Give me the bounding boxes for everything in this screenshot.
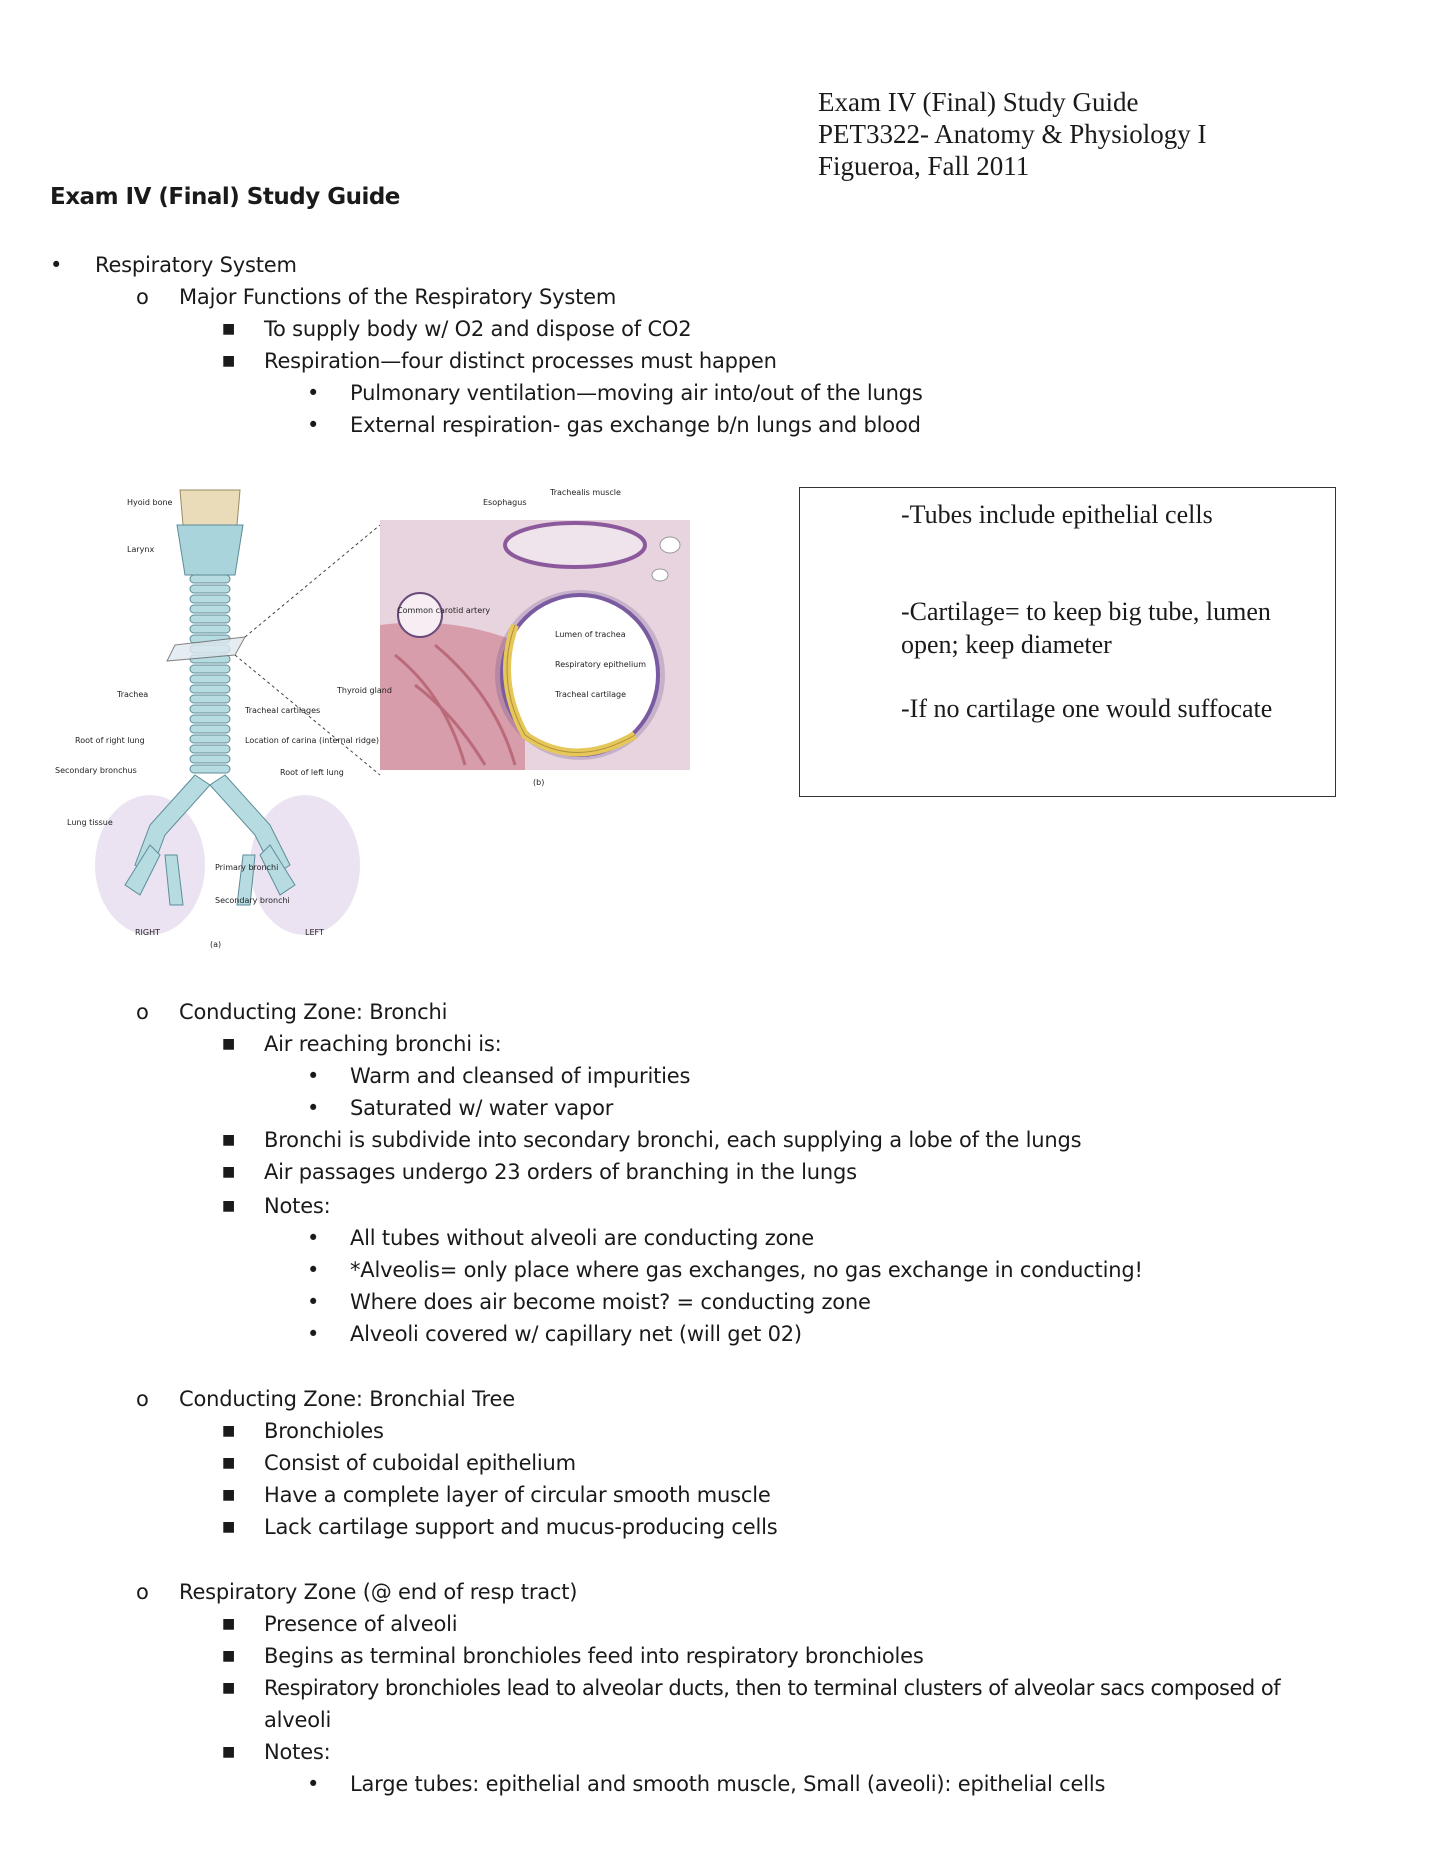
outline-item: Where does air become moist? = conducting zone (350, 1290, 871, 1314)
bullet-square: ■ (222, 1198, 236, 1214)
outline-item: Saturated w/ water vapor (350, 1096, 614, 1120)
document-title: Exam IV (Final) Study Guide (50, 184, 400, 210)
outline-item: Conducting Zone: Bronchial Tree (179, 1387, 515, 1411)
outline-item: To supply body w/ O2 and dispose of CO2 (264, 317, 692, 341)
header-line-3: Figueroa, Fall 2011 (818, 151, 1030, 181)
note-1: -Tubes include epithelial cells (901, 500, 1213, 529)
bullet-disc: • (307, 1772, 320, 1796)
outline-item: Respiration—four distinct processes must happen (264, 349, 777, 373)
label-lung-tissue: Lung tissue (67, 818, 113, 827)
bullet-disc: • (307, 1226, 320, 1250)
outline-item: Large tubes: epithelial and smooth muscle, Small (aveoli): epithelial cells (350, 1772, 1106, 1796)
label-carina: Location of carina (internal ridge) (245, 736, 380, 745)
outline-item: Respiratory System (95, 253, 297, 277)
outline-item: Presence of alveoli (264, 1612, 458, 1636)
outline-item: Major Functions of the Respiratory System (179, 285, 617, 309)
document-header (818, 86, 1207, 182)
label-respiratory-epithelium: Respiratory epithelium (555, 660, 647, 669)
outline-item: All tubes without alveoli are conducting zone (350, 1226, 814, 1250)
bullet-square: ■ (222, 1744, 236, 1760)
label-trachealis-muscle: Trachealis muscle (550, 488, 621, 497)
bullet-disc: • (307, 413, 320, 437)
label-esophagus: Esophagus (483, 498, 527, 507)
label-b: (b) (533, 778, 545, 787)
trachea-illustration (55, 485, 695, 955)
label-secondary-bronchi: Secondary bronchi (215, 896, 290, 905)
outline-item: Begins as terminal bronchioles feed into respiratory bronchioles (264, 1644, 924, 1668)
outline-item: Air passages undergo 23 orders of branching in the lungs (264, 1160, 857, 1184)
label-thyroid-gland: Thyroid gland (337, 686, 392, 695)
label-root-left-lung: Root of left lung (280, 768, 344, 777)
trachea-figure (55, 485, 695, 955)
bullet-square: ■ (222, 321, 236, 337)
note-3: -If no cartilage one would suffocate (901, 694, 1273, 723)
outline-item: Warm and cleansed of impurities (350, 1064, 691, 1088)
note-box (799, 487, 1336, 797)
label-root-right-lung: Root of right lung (75, 736, 145, 745)
bullet-disc: • (307, 1322, 320, 1346)
label-larynx: Larynx (127, 545, 155, 554)
bullet-disc: • (307, 1258, 320, 1282)
label-left: LEFT (305, 928, 324, 937)
label-lumen-of-trachea: Lumen of trachea (555, 630, 626, 639)
outline-item: Pulmonary ventilation—moving air into/out of the lungs (350, 381, 923, 405)
label-primary-bronchi: Primary bronchi (215, 863, 279, 872)
bullet-square: ■ (222, 1455, 236, 1471)
label-hyoid-bone: Hyoid bone (127, 498, 173, 507)
header-line-2: PET3322- Anatomy & Physiology I (818, 119, 1207, 149)
bullet-square: ■ (222, 1519, 236, 1535)
bullet-square: ■ (222, 1616, 236, 1632)
outline-item: Conducting Zone: Bronchi (179, 1000, 448, 1024)
bullet-disc: • (307, 381, 320, 405)
bullet-disc: • (50, 253, 63, 277)
bullet-square: ■ (222, 1648, 236, 1664)
outline-item: Bronchi is subdivide into secondary bronchi, each supplying a lobe of the lungs (264, 1128, 1082, 1152)
bullet-circle: o (136, 1387, 149, 1411)
bullet-square: ■ (222, 1487, 236, 1503)
label-secondary-bronchus: Secondary bronchus (55, 766, 137, 775)
bullet-square: ■ (222, 1036, 236, 1052)
outline-item: Respiratory bronchioles lead to alveolar ducts, then to terminal clusters of alveolar sacs composed of (264, 1676, 1281, 1700)
outline-item: Notes: (264, 1194, 331, 1218)
bullet-square: ■ (222, 1164, 236, 1180)
label-tracheal-cartilage: Tracheal cartilage (555, 690, 627, 699)
bullet-square: ■ (222, 1423, 236, 1439)
bullet-square: ■ (222, 1132, 236, 1148)
outline-item: Have a complete layer of circular smooth muscle (264, 1483, 771, 1507)
outline-item-continuation: alveoli (264, 1708, 332, 1732)
bullet-square: ■ (222, 353, 236, 369)
outline-item: External respiration- gas exchange b/n lungs and blood (350, 413, 921, 437)
header-line-1: Exam IV (Final) Study Guide (818, 87, 1139, 117)
outline-item: Respiratory Zone (@ end of resp tract) (179, 1580, 578, 1604)
bullet-disc: • (307, 1096, 320, 1120)
outline-item: Air reaching bronchi is: (264, 1032, 502, 1056)
label-right: RIGHT (135, 928, 161, 937)
outline-item: *Alveolis= only place where gas exchanges, no gas exchange in conducting! (350, 1258, 1143, 1282)
note-2: -Cartilage= to keep big tube, lumen open; keep diameter (901, 597, 1271, 659)
bullet-disc: • (307, 1290, 320, 1314)
bullet-circle: o (136, 1580, 149, 1604)
bullet-circle: o (136, 1000, 149, 1024)
outline-item: Lack cartilage support and mucus-producing cells (264, 1515, 778, 1539)
outline-item: Bronchioles (264, 1419, 384, 1443)
label-trachea: Trachea (117, 690, 149, 699)
trachea-micrograph (380, 520, 690, 770)
bullet-circle: o (136, 285, 149, 309)
bullet-square: ■ (222, 1680, 236, 1696)
outline-item: Consist of cuboidal epithelium (264, 1451, 576, 1475)
label-common-carotid-artery: Common carotid artery (397, 606, 491, 615)
bullet-disc: • (307, 1064, 320, 1088)
label-a: (a) (210, 940, 222, 949)
label-tracheal-cartilages: Tracheal cartilages (245, 706, 321, 715)
outline-item: Notes: (264, 1740, 331, 1764)
outline-item: Alveoli covered w/ capillary net (will get 02) (350, 1322, 802, 1346)
